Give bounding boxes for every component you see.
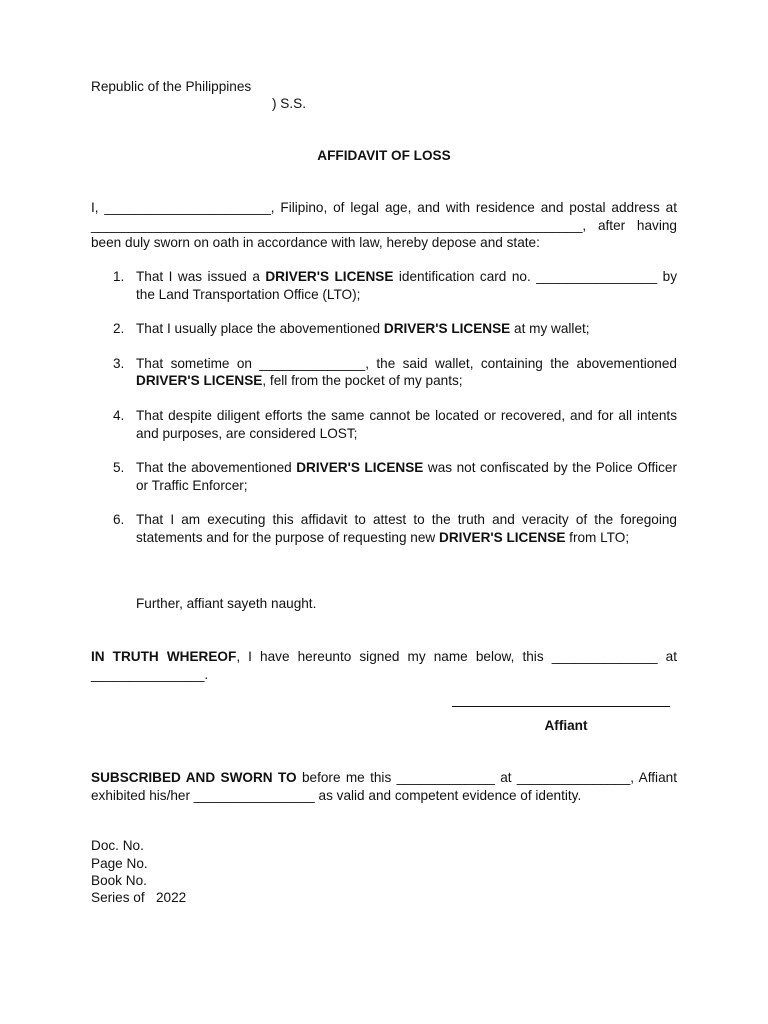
item-text: That sometime on ______________, the said wallet, containing the abovementioned	[136, 355, 677, 371]
ss-line: ) S.S.	[272, 96, 306, 111]
item-number: 5.	[113, 460, 125, 476]
jurat-heading: SUBSCRIBED AND SWORN TO	[91, 770, 297, 785]
truth-whereof-paragraph	[91, 648, 677, 683]
series-label: Series of	[91, 890, 145, 905]
document-title: AFFIDAVIT OF LOSS	[317, 148, 451, 163]
item-text: That I usually place the abovementioned	[136, 321, 384, 337]
item-bold-text: DRIVER'S LICENSE	[136, 373, 263, 389]
doc-no: Doc. No.	[91, 838, 144, 853]
item-text: That I was issued a	[136, 269, 266, 284]
item-bold-text: DRIVER'S LICENSE	[296, 460, 424, 476]
statement-item	[91, 320, 677, 338]
item-number: 1.	[113, 269, 125, 284]
statement-list	[91, 268, 677, 547]
republic-line: Republic of the Philippines	[91, 79, 252, 94]
item-bold-text: DRIVER'S LICENSE	[383, 321, 511, 337]
item-text: That despite diligent efforts the same cannot be located or recovered, and for all intents and purposes, are considered LOST;	[136, 407, 677, 441]
truth-whereof-heading: IN TRUTH WHEREOF	[91, 649, 237, 664]
item-number: 6.	[113, 512, 125, 528]
item-number: 2.	[113, 321, 125, 337]
statement-item	[91, 355, 677, 390]
item-number: 4.	[113, 407, 125, 423]
further-statement: Further, affiant sayeth naught.	[136, 596, 317, 611]
statement-item	[91, 511, 677, 546]
page-no: Page No.	[91, 856, 148, 871]
signature-line	[452, 706, 670, 707]
item-number: 3.	[113, 355, 125, 371]
series-line	[91, 890, 186, 905]
item-bold-text: DRIVER'S LICENSE	[439, 529, 566, 545]
jurat-paragraph	[91, 769, 677, 804]
item-text-end: at my wallet;	[510, 321, 590, 337]
jurat-text: before me this _____________ at _______________, Affiant exhibited his/her ________________ as valid and competent evidence of identity.	[91, 770, 677, 803]
item-bold-text: DRIVER'S LICENSE	[265, 269, 394, 284]
item-text: That I am executing this affidavit to attest to the truth and veracity of the foregoing statements and for the purpose of requesting new	[136, 512, 677, 545]
statement-item	[91, 407, 677, 442]
statement-item	[91, 268, 677, 303]
item-text: That the abovementioned	[136, 460, 297, 476]
item-text-end: from LTO;	[565, 529, 630, 545]
book-no: Book No.	[91, 873, 147, 888]
item-text-end: was not confiscated by the Police Officer or Traffic Enforcer;	[136, 460, 678, 493]
item-text-end: identification card no. ________________ by the Land Transportation Office (LTO);	[136, 269, 677, 302]
truth-whereof-text: , I have hereunto signed my name below, this ______________ at _______________.	[91, 649, 677, 682]
series-year: 2022	[156, 890, 187, 905]
item-text-end: , fell from the pocket of my pants;	[262, 373, 463, 389]
affiant-label: Affiant	[544, 718, 588, 733]
statement-item	[91, 459, 677, 494]
intro-paragraph: I, ______________________, Filipino, of legal age, and with residence and postal address at _________________________________________________________________, after having been duly sworn on oath in accordance with law, hereby depose and state:	[91, 200, 677, 251]
